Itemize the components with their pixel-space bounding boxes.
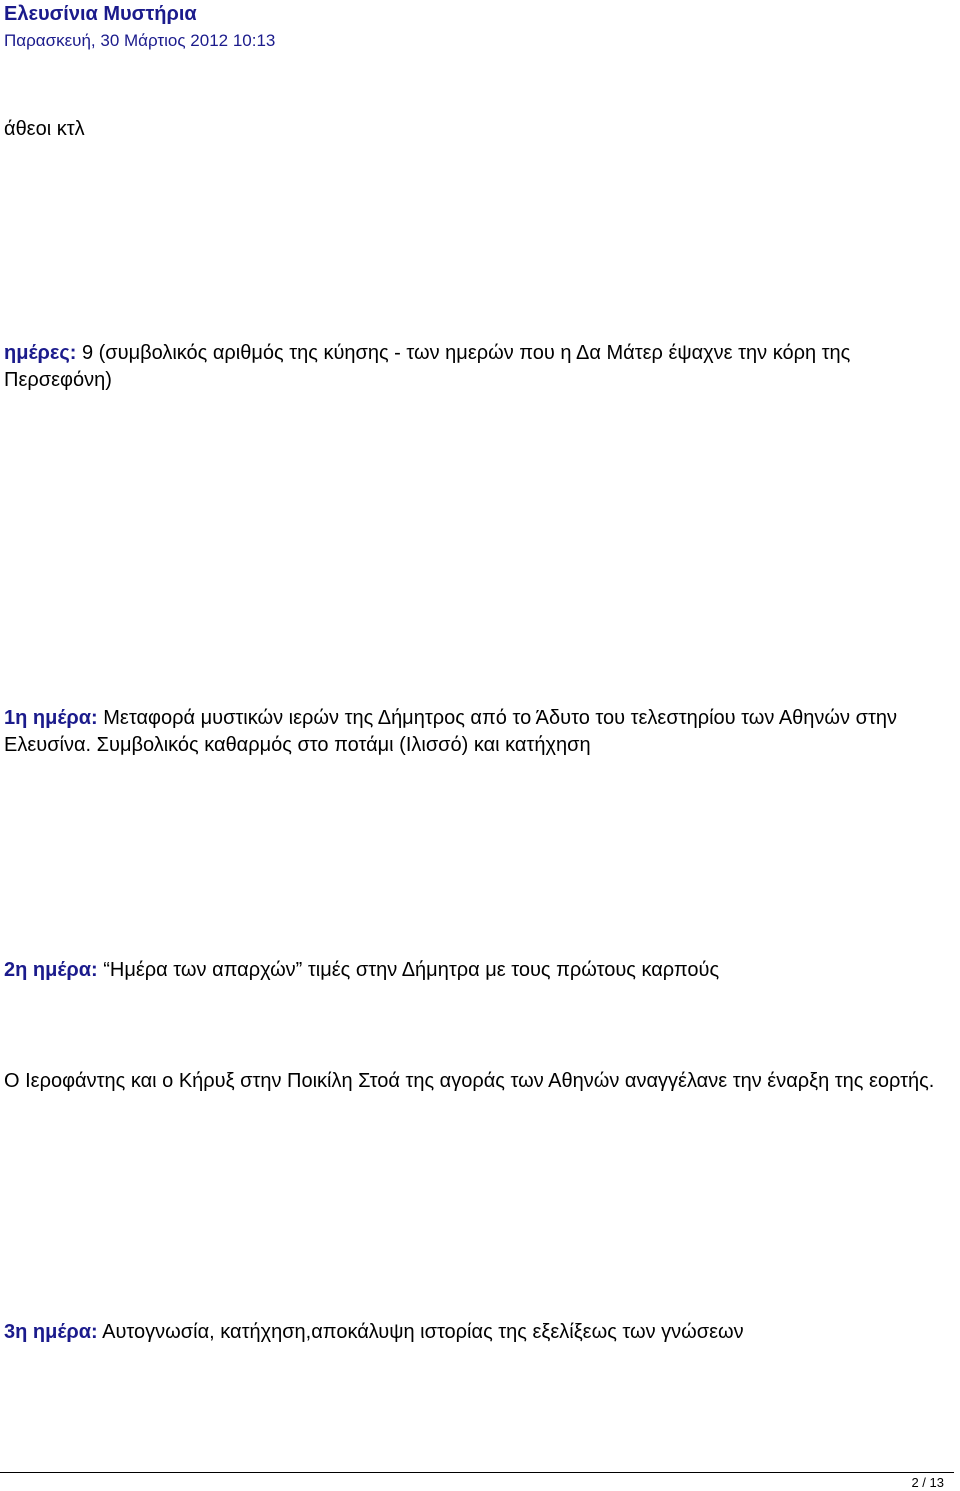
announcement-paragraph: Ο Ιεροφάντης και ο Κήρυξ στην Ποικίλη Στοά της αγοράς των Αθηνών αναγγέλανε την έναρξη της εορτής. xyxy=(4,1070,935,1092)
day1-label: 1η ημέρα: xyxy=(4,707,98,729)
days-paragraph xyxy=(4,340,944,394)
day3-paragraph xyxy=(4,1319,944,1346)
day2-text: “Ημέρα των απαρχών” τιμές στην Δήμητρα με τους πρώτους καρπούς xyxy=(97,959,720,981)
page-number: 2 / 13 xyxy=(911,1475,944,1490)
site-title: Ελευσίνια Μυστήρια xyxy=(4,3,197,25)
day3-text: Αυτογνωσία, κατήχηση,αποκάλυψη ιστορίας της εξελίξεως των γνώσεων xyxy=(97,1321,744,1343)
day2-label: 2η ημέρα: xyxy=(4,959,98,981)
day1-paragraph xyxy=(4,705,944,759)
days-text: 9 (συμβολικός αριθμός της κύησης - των ημερών που η Δα Μάτερ έψαχνε την κόρη της Περσεφόνη) xyxy=(4,342,851,391)
post-date: Παρασκευή, 30 Μάρτιος 2012 10:13 xyxy=(4,31,276,50)
footer-divider xyxy=(0,1472,954,1473)
intro-text: άθεοι κτλ xyxy=(4,118,85,140)
days-label: ημέρες: xyxy=(4,342,77,364)
day3-label: 3η ημέρα: xyxy=(4,1321,98,1343)
day1-text: Μεταφορά μυστικών ιερών της Δήμητρος από το Άδυτο του τελεστηρίου των Αθηνών στην Ελευσίνα. Συμβολικός καθαρμός στο ποτάμι (Ιλισσό) και κατήχηση xyxy=(4,707,897,756)
day2-paragraph xyxy=(4,957,944,984)
page-header xyxy=(4,2,944,52)
